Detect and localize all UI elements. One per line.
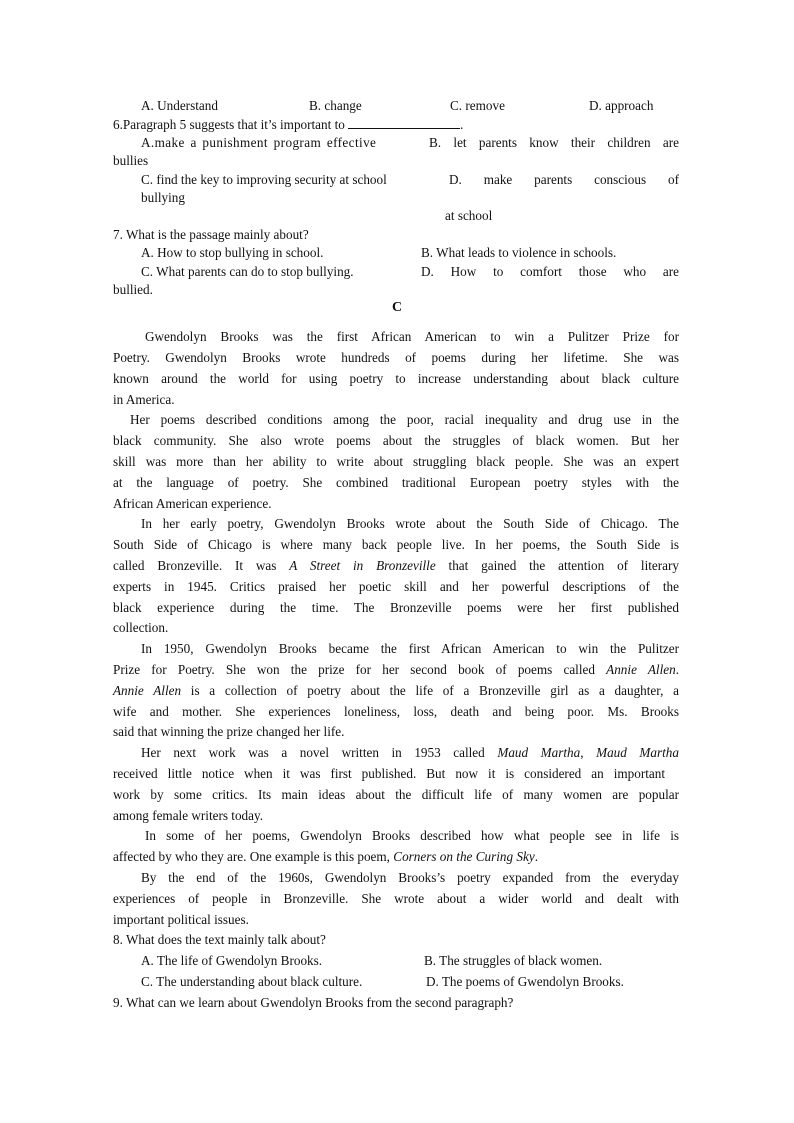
q7-option-d: D. How to comfort those who are <box>421 264 679 279</box>
p1-line-4: in America. <box>113 392 175 407</box>
p6-line-2-period: . <box>534 849 538 864</box>
p5-line-1-a: Her next work was a novel written in 1953 called <box>141 745 485 760</box>
p2-line-4: at the language of poetry. She combined traditional European poetry styles with the <box>113 475 679 490</box>
p4-line-2-period: . <box>675 662 679 677</box>
p4-line-2 <box>113 661 679 679</box>
p4-line-1: In 1950, Gwendolyn Brooks became the first African American to win the Pulitzer <box>141 641 679 656</box>
q5-option-b: B. change <box>309 98 362 113</box>
p7-line-1: By the end of the 1960s, Gwendolyn Brooks’s poetry expanded from the everyday <box>141 870 679 885</box>
q6-option-d: D. make parents conscious of <box>449 172 679 187</box>
q7-option-b: B. What leads to violence in schools. <box>421 245 617 260</box>
p7-line-2: experiences of people in Bronzeville. She wrote about a wider world and dealt with <box>113 891 679 906</box>
q8-option-a: A. The life of Gwendolyn Brooks. <box>141 953 323 968</box>
p1-line-1: Gwendolyn Brooks was the first African American to win a Pulitzer Prize for <box>145 329 679 344</box>
q6-option-a: A.make a punishment program effective <box>141 135 377 150</box>
q7-option-a: A. How to stop bullying in school. <box>141 245 324 260</box>
book-title-maud-martha-2: Maud Martha <box>596 745 679 760</box>
p3-line-3 <box>113 557 679 575</box>
q6-option-c: C. find the key to improving security at school <box>141 172 387 187</box>
q6-stem <box>113 116 463 134</box>
p2-line-2: black community. She also wrote poems about the struggles of black women. But her <box>113 433 679 448</box>
q6-stem-text: 6.Paragraph 5 suggests that it’s important to <box>113 117 345 132</box>
q9-stem: 9. What can we learn about Gwendolyn Brooks from the second paragraph? <box>113 995 514 1010</box>
p6-line-1: In some of her poems, Gwendolyn Brooks described how what people see in life is <box>145 828 679 843</box>
p1-line-2: Poetry. Gwendolyn Brooks wrote hundreds of poems during her lifetime. She was <box>113 350 679 365</box>
q7-stem: 7. What is the passage mainly about? <box>113 227 309 242</box>
p5-line-2: received little notice when it was first published. But now it is considered an important <box>113 766 665 781</box>
p1-line-3: known around the world for using poetry to increase understanding about black culture <box>113 371 679 386</box>
p3-line-4: experts in 1945. Critics praised her poetic skill and her powerful descriptions of the <box>113 579 679 594</box>
q5-option-d: D. approach <box>589 98 654 113</box>
q6-stem-end: . <box>460 117 464 132</box>
q8-option-b: B. The struggles of black women. <box>424 953 603 968</box>
p3-line-6: collection. <box>113 620 169 635</box>
q6-option-b: B. let parents know their children are <box>429 135 679 150</box>
book-title-annie-allen: Annie Allen <box>606 662 676 677</box>
p5-line-4: among female writers today. <box>113 808 264 823</box>
q6-option-ab-continued: bullies <box>113 153 149 168</box>
section-title: C <box>391 300 403 315</box>
p2-line-5: African American experience. <box>113 496 272 511</box>
p4-line-2-a: Prize for Poetry. She won the prize for her second book of poems called <box>113 662 595 677</box>
q5-option-a: A. Understand <box>141 98 218 113</box>
p6-line-2 <box>113 848 679 866</box>
book-title-annie-allen-2: Annie Allen <box>113 683 182 698</box>
q7-option-c: C. What parents can do to stop bullying. <box>141 264 354 279</box>
p2-line-3: skill was more than her ability to write about struggling black people. She was an expert <box>113 454 679 469</box>
p3-line-3-b: that gained the attention of literary <box>448 558 679 573</box>
q5-option-c: C. remove <box>450 98 505 113</box>
p4-line-3 <box>113 682 679 700</box>
q8-option-c: C. The understanding about black culture. <box>141 974 363 989</box>
p4-line-5: said that winning the prize changed her life. <box>113 724 345 739</box>
q8-stem: 8. What does the text mainly talk about? <box>113 932 326 947</box>
p4-line-3-b: is a collection of poetry about the life of a Bronzeville girl as a daughter, a <box>190 683 679 698</box>
p3-line-1: In her early poetry, Gwendolyn Brooks wrote about the South Side of Chicago. The <box>141 516 679 531</box>
p2-line-1: Her poems described conditions among the poor, racial inequality and drug use in the <box>130 412 679 427</box>
q6-option-c-continued: bullying <box>141 190 185 205</box>
book-title-maud-martha: Maud Martha <box>497 745 581 760</box>
p6-line-2-a: affected by who they are. One example is this poem, <box>113 849 390 864</box>
q6-option-d-continued: at school <box>445 208 493 223</box>
book-title-a-street-in-bronzeville: A Street in Bronzeville <box>289 558 436 573</box>
p3-line-3-a: called Bronzeville. It was <box>113 558 277 573</box>
p5-line-3: work by some critics. Its main ideas about the difficult life of many women are popular <box>113 787 679 802</box>
p4-line-4: wife and mother. She experiences loneliness, loss, death and being poor. Ms. Brooks <box>113 704 679 719</box>
p3-line-5: black experience during the time. The Bronzeville poems were her first published <box>113 600 679 615</box>
poem-title-corners-on-the-curing-sky: Corners on the Curing Sky <box>393 849 535 864</box>
p7-line-3: important political issues. <box>113 912 249 927</box>
p5-line-1-comma: , <box>580 745 584 760</box>
q7-option-d-continued: bullied. <box>113 282 153 297</box>
answer-blank <box>348 116 460 129</box>
q8-option-d: D. The poems of Gwendolyn Brooks. <box>426 974 624 989</box>
p3-line-2: South Side of Chicago is where many back people live. In her poems, the South Side is <box>113 537 679 552</box>
p5-line-1 <box>141 744 679 762</box>
